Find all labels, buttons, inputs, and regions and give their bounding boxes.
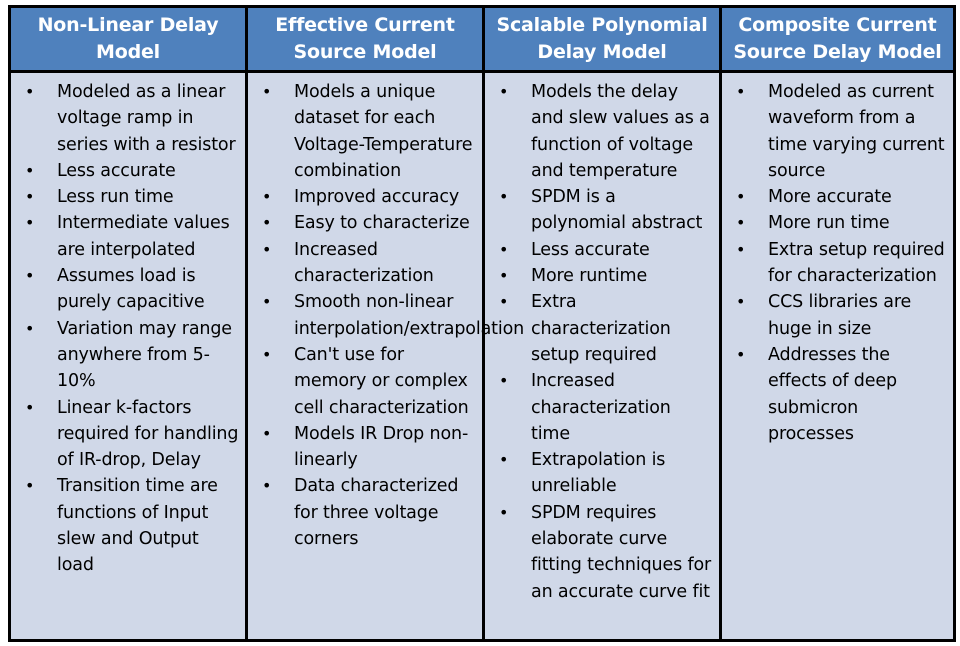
bullet-icon: • (262, 187, 272, 207)
column-header: Effective Current Source Model (248, 8, 482, 70)
column-composite-current-source (722, 8, 953, 639)
list-item (493, 79, 713, 184)
list-item (19, 210, 239, 263)
list-item-text: More runtime (531, 266, 648, 287)
list-item-text: Models a unique dataset for each Voltage-Temperature combination (294, 82, 473, 181)
column-header: Composite Current Source Delay Model (722, 8, 953, 70)
list-item-text: CCS libraries are huge in size (768, 292, 912, 339)
bullet-icon: • (262, 476, 272, 496)
bullet-icon: • (25, 213, 35, 233)
bullet-icon: • (262, 239, 272, 259)
bullet-icon: • (25, 318, 35, 338)
column-non-linear-delay (11, 8, 245, 639)
list-item (256, 79, 476, 184)
column-scalable-polynomial-delay (485, 8, 719, 639)
bullet-icon: • (262, 82, 272, 101)
list-item-text: Extra characterization setup required (531, 292, 671, 365)
list-item-text: More accurate (768, 187, 892, 208)
column-body (248, 73, 525, 639)
list-item (19, 79, 239, 158)
list-item-text: Increased characterization time (531, 371, 671, 444)
bullet-icon: • (262, 292, 272, 312)
list-item-text: More run time (768, 213, 890, 234)
list-item-text: Modeled as current waveform from a time varying current source (768, 82, 945, 181)
bullet-icon: • (262, 344, 272, 364)
list-item (730, 184, 947, 210)
bullet-icon: • (499, 266, 509, 286)
bullet-icon: • (262, 213, 272, 233)
list-item (730, 289, 947, 342)
list-item-text: Less accurate (531, 239, 650, 260)
list-item-text: Assumes load is purely capacitive (57, 266, 205, 313)
list-item-text: Models IR Drop non-linearly (294, 423, 469, 471)
bullet-icon: • (262, 423, 272, 443)
bullet-icon: • (499, 82, 509, 101)
bullet-icon: • (736, 187, 746, 207)
bullet-icon: • (25, 266, 35, 286)
list-item-text: Less accurate (57, 160, 176, 181)
list-item (493, 289, 713, 368)
bullet-icon: • (499, 187, 509, 207)
list-item (493, 184, 713, 237)
bullet-icon: • (499, 292, 509, 312)
bullet-icon: • (736, 82, 746, 101)
list-item-text: Transition time are functions of Input slew and Output load (57, 476, 218, 576)
list-item-text: Linear k-factors required for handling of IR-drop, Delay (57, 397, 239, 471)
list-item-text: Addresses the effects of deep submicron processes (768, 344, 897, 444)
comparison-table (8, 5, 956, 642)
list-item-text: Easy to characterize (294, 213, 470, 234)
list-item (730, 237, 947, 290)
bullet-list (256, 79, 525, 552)
list-item (19, 395, 239, 474)
list-item-text: SPDM requires elaborate curve fitting techniques for an accurate curve fit (531, 502, 712, 602)
bullet-icon: • (736, 344, 746, 364)
bullet-icon: • (736, 239, 746, 259)
list-item (493, 368, 713, 447)
bullet-icon: • (25, 187, 35, 207)
list-item (256, 421, 476, 474)
list-item (19, 473, 239, 578)
column-effective-current-source (248, 8, 525, 639)
column-header: Non-Linear Delay Model (11, 8, 245, 70)
list-item-text: Less run time (57, 187, 174, 208)
column-body (485, 73, 719, 639)
list-item-text: Variation may range anywhere from 5-10% (57, 318, 232, 392)
bullet-icon: • (25, 160, 35, 180)
list-item (19, 316, 239, 395)
column-header: Scalable Polynomial Delay Model (485, 8, 719, 70)
list-item (730, 79, 947, 184)
bullet-list (493, 79, 713, 605)
list-item (730, 342, 947, 447)
list-item-text: Extrapolation is unreliable (531, 450, 666, 497)
list-item (19, 184, 239, 210)
list-item-text: Modeled as a linear voltage ramp in series with a resistor (57, 82, 236, 155)
list-item-text: Can't use for memory or complex cell characterization (294, 344, 469, 418)
list-item (19, 263, 239, 316)
bullet-icon: • (25, 476, 35, 496)
list-item-text: Extra setup required for characterization (768, 239, 945, 287)
list-item (493, 263, 713, 289)
list-item (493, 500, 713, 605)
column-body (11, 73, 245, 639)
list-item (493, 237, 713, 263)
list-item (493, 447, 713, 500)
bullet-icon: • (499, 502, 509, 522)
list-item-text: Models the delay and slew values as a function of voltage and temperature (531, 82, 710, 181)
list-item-text: Improved accuracy (294, 187, 460, 208)
bullet-icon: • (499, 239, 509, 259)
list-item-text: Smooth non-linear interpolation/extrapolation (294, 292, 525, 339)
bullet-icon: • (25, 82, 35, 101)
bullet-icon: • (499, 371, 509, 391)
list-item (256, 289, 525, 342)
list-item-text: SPDM is a polynomial abstract (531, 187, 703, 234)
list-item (256, 210, 476, 236)
list-item (730, 210, 947, 236)
bullet-list (730, 79, 947, 447)
list-item-text: Data characterized for three voltage corners (294, 476, 459, 550)
bullet-icon: • (736, 292, 746, 312)
bullet-icon: • (25, 397, 35, 417)
list-item (256, 237, 476, 290)
bullet-list (19, 79, 239, 579)
list-item (256, 184, 476, 210)
list-item-text: Intermediate values are interpolated (57, 213, 230, 260)
column-body (722, 73, 953, 639)
list-item-text: Increased characterization (294, 239, 434, 287)
list-item (19, 158, 239, 184)
list-item (256, 342, 476, 421)
bullet-icon: • (499, 450, 509, 470)
list-item (256, 473, 476, 552)
bullet-icon: • (736, 213, 746, 233)
